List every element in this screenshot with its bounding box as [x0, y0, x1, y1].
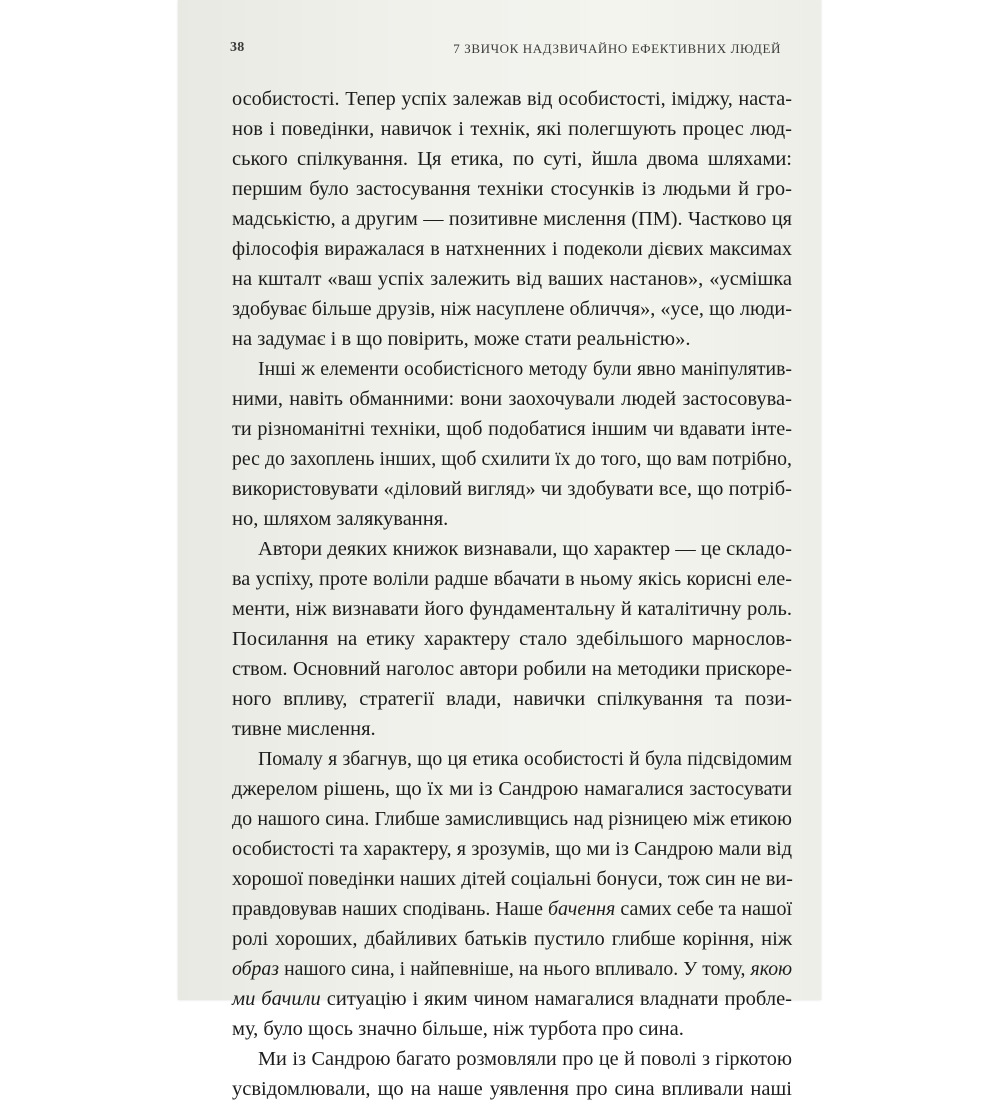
text-line: першим було застосування техніки стосунків із людьми й гро-	[232, 178, 792, 200]
text-line: здобуває більше друзів, ніж насуплене обличчя», «усе, що люди-	[232, 298, 792, 320]
text-line: но, шляхом залякування.	[232, 508, 449, 530]
text-line: Автори деяких книжок визнавали, що характер — це складо-	[258, 538, 792, 560]
text-line: Інші ж елементи особистісного методу були явно маніпулятив-	[258, 358, 792, 380]
text-segment: правдовував наших сподівань. Наше	[232, 898, 548, 920]
text-line: ролі хороших, дбайливих батьків пустило глибше коріння, ніж	[232, 928, 792, 950]
italic-word: ми бачили	[232, 988, 321, 1010]
text-line: на кшталт «ваш успіх залежить від ваших настанов», «усмішка	[232, 268, 792, 290]
text-line: використовувати «діловий вигляд» чи здобувати все, що потріб-	[232, 478, 792, 500]
text-line-with-italic	[232, 954, 792, 984]
text-line-with-italic	[232, 984, 792, 1014]
text-line: ти різноманітні техніки, щоб подобатися іншим чи вдавати інте-	[232, 418, 792, 440]
text-segment: самих себе та нашої	[615, 898, 793, 920]
body-text	[232, 84, 792, 1104]
text-line: на задумає і в що повірить, може стати реальністю».	[232, 328, 691, 350]
text-line: ва успіху, проте воліли радше вбачати в ньому якісь корисні еле-	[232, 568, 792, 590]
text-line: Помалу я збагнув, що ця етика особистості й була підсвідомим	[258, 748, 792, 770]
text-line: ними, навіть обманними: вони заохочували людей застосовува-	[232, 388, 792, 410]
text-line: мадськістю, а другим — позитивне мислення (ПМ). Частково ця	[232, 208, 792, 230]
text-line: джерелом рішень, що їх ми із Сандрою намагалися застосувати	[232, 778, 792, 800]
text-line: хорошої поведінки наших дітей соціальні бонуси, тож син не ви-	[232, 868, 793, 890]
text-line: особистості. Тепер успіх залежав від особистості, іміджу, наста-	[232, 88, 792, 110]
paragraph-3	[232, 534, 792, 744]
text-line: особистості та характеру, я зрозумів, що ми із Сандрою мали від	[232, 838, 792, 860]
text-segment: ситуацію і яким чином намагалися владнати пробле-	[320, 988, 792, 1010]
text-line: нов і поведінки, навичок і технік, які полегшують процес люд-	[232, 118, 792, 140]
text-line: Ми із Сандрою багато розмовляли про це й поволі з гіркотою	[258, 1048, 792, 1070]
text-line: менти, ніж визнавати його фундаментальну й каталітичну роль.	[232, 598, 792, 620]
paragraph-1	[232, 84, 792, 354]
text-line: усвідомлювали, що на наше уявлення про сина впливали наші	[232, 1078, 792, 1100]
text-line: ського спілкування. Ця етика, по суті, йшла двома шляхами:	[232, 148, 792, 170]
page-header	[230, 40, 781, 60]
paragraph-4	[232, 744, 792, 1044]
text-line: до нашого сина. Глибше замисливщись над різницею між етикою	[232, 808, 792, 830]
text-line: му, було щось значно більше, ніж турбота про сина.	[232, 1018, 684, 1040]
paragraph-5	[232, 1044, 792, 1104]
text-segment: нашого сина, і найпевніше, на нього впливало. У тому,	[279, 958, 751, 980]
book-page	[178, 0, 821, 1100]
text-line: рес до захоплень інших, щоб схилити їх до того, що вам потрібно,	[232, 448, 792, 470]
italic-word: бачення	[547, 898, 616, 920]
running-title: 7 ЗВИЧОК НАДЗВИЧАЙНО ЕФЕКТИВНИХ ЛЮДЕЙ	[453, 41, 781, 56]
text-line: ного впливу, стратегії влади, навички спілкування та пози-	[232, 688, 792, 710]
text-line: тивне мислення.	[232, 718, 376, 740]
text-line: Посилання на етику характеру стало здебільшого марнослов-	[232, 628, 792, 650]
text-line-with-italic	[232, 894, 792, 924]
paragraph-2	[232, 354, 792, 534]
text-line: філософія виражалася в натхненних і подеколи дієвих максимах	[232, 238, 792, 260]
italic-word: якою	[750, 958, 792, 980]
text-line: ством. Основний наголос автори робили на методики прискоре-	[232, 658, 792, 680]
italic-word: образ	[232, 958, 280, 980]
page-number: 38	[230, 40, 245, 55]
